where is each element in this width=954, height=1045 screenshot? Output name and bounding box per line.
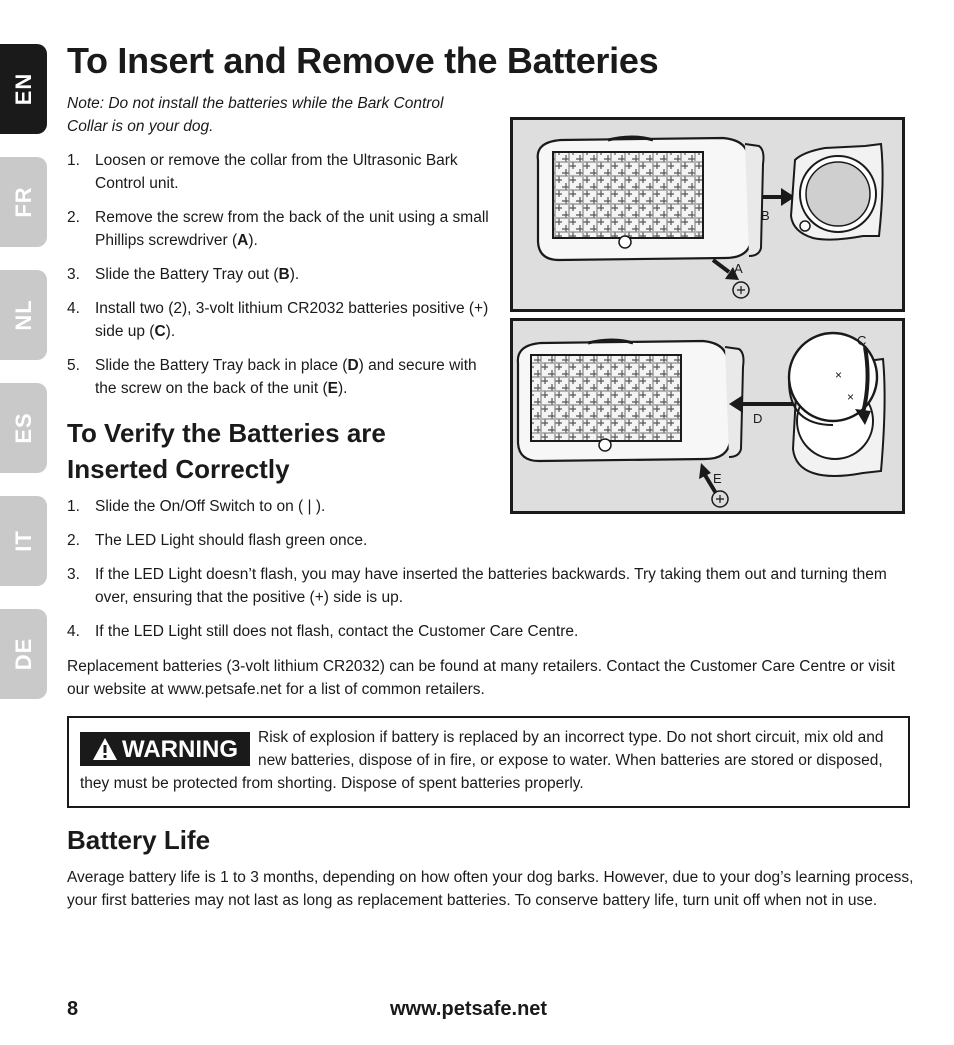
tab-label: NL (10, 299, 36, 331)
list-item-text: Remove the screw from the back of the unit using a small Phillips screwdriver ( (95, 209, 489, 249)
tab-nl[interactable] (0, 270, 47, 360)
svg-text:×: × (835, 368, 843, 382)
grille (553, 152, 703, 238)
battery-life-heading: Battery Life (67, 825, 211, 855)
list-item (67, 149, 497, 195)
install-battery-illustration (510, 318, 905, 514)
list-item-text: Install two (2), 3-volt lithium CR2032 batteries positive (+) side up ( (95, 300, 489, 340)
page-number: 8 (67, 998, 79, 1020)
list-item (67, 297, 497, 343)
verify-heading: To Verify the Batteries are Inserted Correctly (67, 418, 386, 484)
list-item-text: ). (248, 232, 258, 249)
figure-reference: B (278, 266, 290, 283)
screw-hole (599, 439, 611, 451)
arrow-a (713, 260, 729, 272)
tab-it[interactable] (0, 496, 47, 586)
tab-fr[interactable] (0, 157, 47, 247)
tab-label: DE (10, 637, 36, 671)
list-item-number: 2. (67, 532, 80, 549)
list-item (67, 529, 907, 552)
figure-reference: D (347, 357, 359, 374)
label-a: A (734, 261, 743, 276)
list-item-text: If the LED Light still does not flash, contact the Customer Care Centre. (95, 623, 579, 640)
list-item-text: Slide the Battery Tray back in place ( (95, 357, 348, 374)
label-e: E (713, 471, 722, 486)
battery-life-text: Average battery life is 1 to 3 months, depending on how often your dog barks. However, due to your dog’s learning process, your first batteries may not last as long as replacement batteries. To conserve battery life, turn unit off when not in use. (67, 869, 914, 909)
page-title: To Insert and Remove the Batteries (67, 40, 659, 81)
list-item (67, 206, 497, 252)
list-item-text: ). (289, 266, 300, 283)
list-item-text: Loosen or remove the collar from the Ultrasonic Bark Control unit. (95, 152, 458, 192)
remove-battery-illustration (510, 117, 905, 312)
list-item-text: If the LED Light doesn’t flash, you may have inserted the batteries backwards. Try taking them out and turning them over, ensuring that the positive (+) side is up. (95, 566, 887, 606)
figure-reference: C (154, 323, 166, 340)
list-item-text: The LED Light should flash green once. (95, 532, 368, 549)
warning-box (67, 716, 910, 808)
list-item (67, 620, 907, 643)
warning-badge (80, 732, 250, 766)
list-item-number: 1. (67, 152, 80, 169)
label-b: B (761, 208, 770, 223)
list-item-number: 3. (67, 566, 80, 583)
list-item-text: ). (337, 380, 348, 397)
warning-label: WARNING (122, 735, 238, 763)
list-item-text: ). (165, 323, 176, 340)
label-d: D (753, 411, 763, 426)
tab-de[interactable] (0, 609, 47, 699)
tab-label: IT (10, 530, 36, 552)
list-item (67, 263, 497, 286)
list-item-number: 1. (67, 498, 80, 515)
insert-steps-list (67, 149, 497, 411)
list-item-text: Slide the On/Off Switch to on ( | ). (95, 498, 326, 515)
tab-label: EN (10, 72, 36, 106)
screw-hole (619, 236, 631, 248)
svg-text:×: × (847, 390, 855, 404)
list-item-number: 4. (67, 300, 80, 317)
list-item-number: 4. (67, 623, 80, 640)
list-item-text: ) and secure with the screw on the back of the unit ( (95, 357, 477, 397)
verify-steps-list (67, 495, 907, 654)
tab-es[interactable] (0, 383, 47, 473)
figure-reference: A (237, 232, 249, 249)
warning-text: Risk of explosion if battery is replaced by an incorrect type. Do not short circuit, mix old and new batteries, dispose of in fire, or expose to water. When batteries are stored or disposed, they must be protected from shorting. Dispose of spent batteries properly. (80, 729, 884, 792)
tab-en[interactable] (0, 44, 47, 134)
list-item-number: 5. (67, 357, 80, 374)
list-item (67, 563, 907, 609)
grille (531, 355, 681, 441)
figure-reference: E (327, 380, 338, 397)
list-item-number: 2. (67, 209, 80, 226)
tab-label: FR (10, 186, 36, 218)
note-text: Note: Do not install the batteries while the Bark Control Collar is on your dog. (67, 95, 444, 135)
label-c: C (857, 333, 867, 348)
tab-label: ES (10, 412, 36, 444)
footer-url: www.petsafe.net (390, 998, 548, 1020)
list-item (67, 354, 497, 400)
warning-triangle-icon (92, 737, 118, 761)
replacement-text: Replacement batteries (3-volt lithium CR2032) can be found at many retailers. Contact the Customer Care Centre or visit our website at www.petsafe.net for a list of common retailers. (67, 658, 895, 698)
list-item-number: 3. (67, 266, 80, 283)
list-item-text: Slide the Battery Tray out ( (95, 266, 279, 283)
